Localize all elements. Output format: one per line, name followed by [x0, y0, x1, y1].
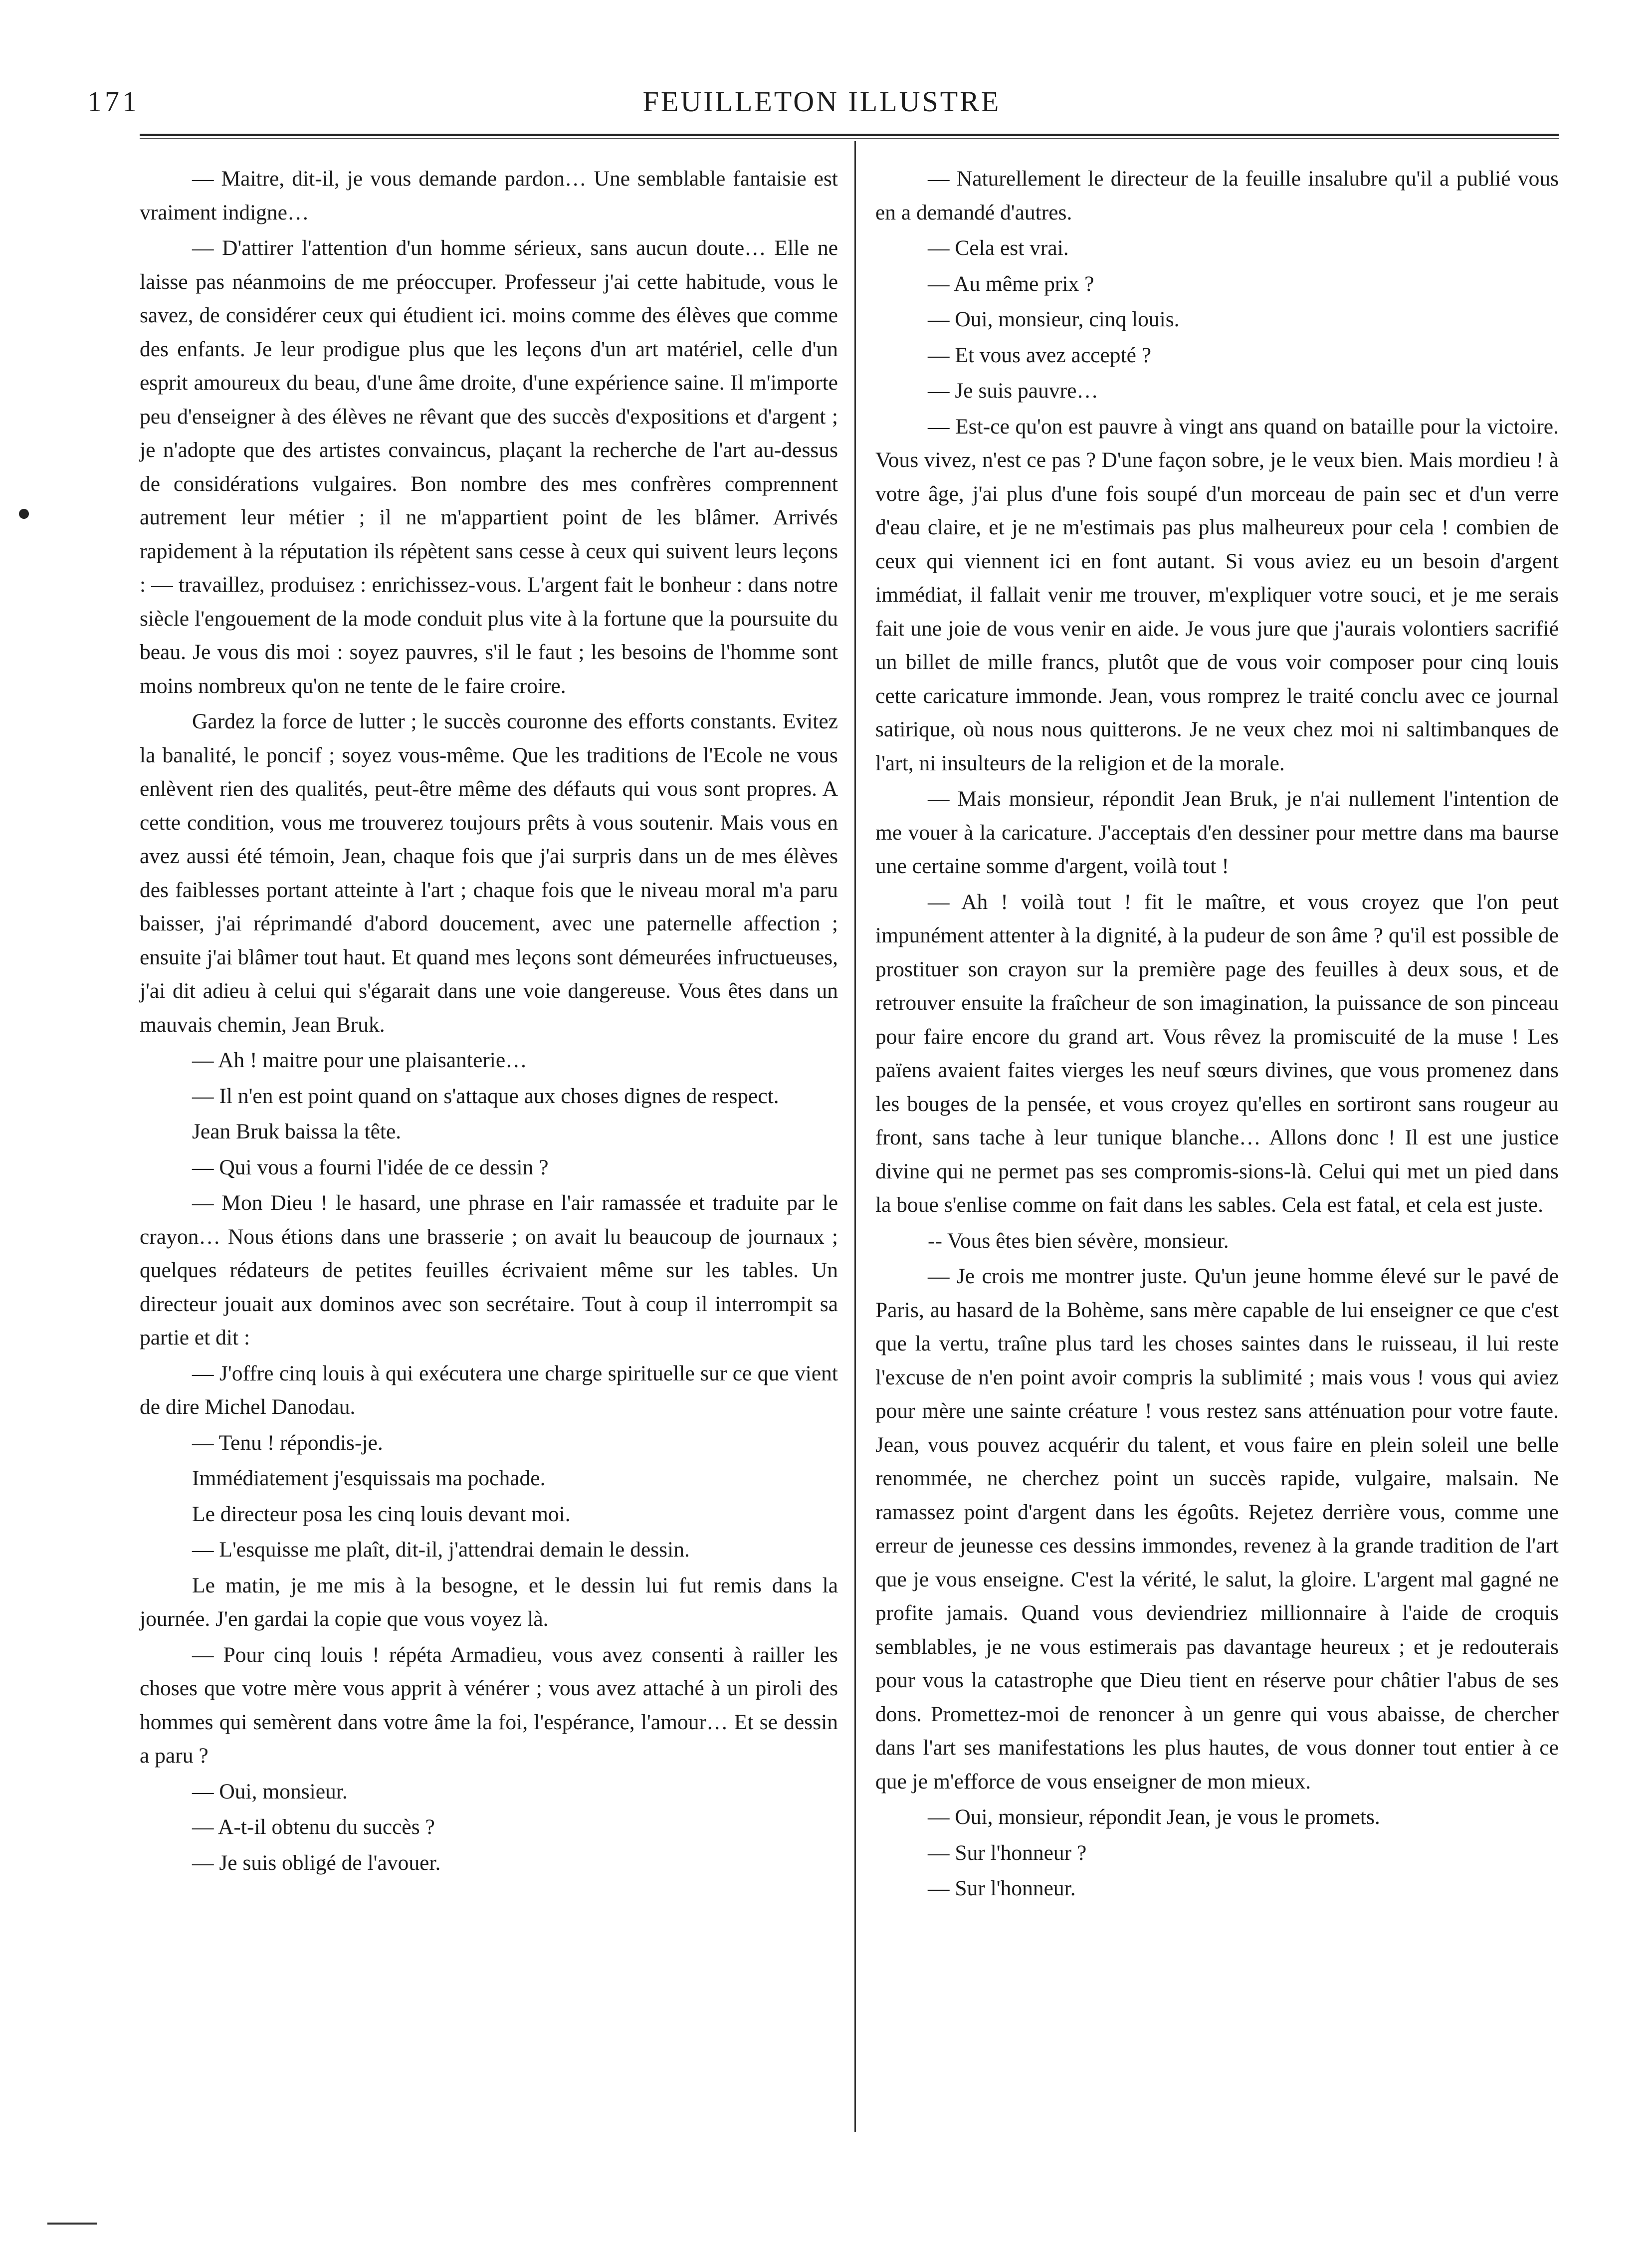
paragraph: — Maitre, dit-il, je vous demande pardon… Une semblable fantaisie est vraiment indigne… — [140, 167, 838, 224]
paragraph: — L'esquisse me plaît, dit-il, j'attendrai demain le dessin. — [192, 1538, 690, 1562]
paragraph: — Qui vous a fourni l'idée de ce dessin ? — [192, 1155, 549, 1179]
paragraph: — Est-ce qu'on est pauvre à vingt ans quand on bataille pour la victoire. Vous vivez, n'est ce pas ? D'une façon sobre, je le veux bien. Mais mordieu ! à votre âge, j'ai plus d'une fois soupé d'un morceau de pain sec et d'un verre d'eau claire, et je ne m'estimais pas plus malheureux pour cela ! combien de ceux qui viennent ici en font autant. Si vous aviez eu un besoin d'argent immédiat, il fallait venir me trouver, m'expliquer votre souci, et je me serais fait une joie de vous venir en aide. Je vous jure que j'aurais volontiers sacrifié un billet de mille francs, plutôt que de vous voir composer pour cinq louis cette caricature immonde. Jean, vous romprez le traité conclu avec ce journal satirique, où nous nous quitterons. Je ne veux chez moi ni saltimbanques de l'art, ni insulteurs de la religion et de la morale. — [875, 414, 1559, 775]
footer-mark — [47, 2223, 97, 2225]
paragraph: Le directeur posa les cinq louis devant moi. — [192, 1502, 571, 1526]
paragraph: Le matin, je me mis à la besogne, et le dessin lui fut remis dans la journée. J'en gardai la copie que vous voyez là. — [140, 1573, 838, 1631]
header-rule — [140, 134, 1559, 139]
paragraph: — Mon Dieu ! le hasard, une phrase en l'air ramassée et traduite par le crayon… Nous étions dans une brasserie ; on avait lu beaucoup de journaux ; quelques rédateurs de petites feuilles écrivaient même sur les tables. Un directeur jouait aux dominos avec son secrétaire. Tout à coup il interrompit sa partie et dit : — [140, 1191, 838, 1349]
paragraph: — Sur l'honneur ? — [928, 1840, 1087, 1865]
paragraph: — Oui, monsieur, répondit Jean, je vous le promets. — [928, 1805, 1380, 1829]
paragraph: — Ah ! maitre pour une plaisanterie… — [192, 1048, 527, 1072]
paragraph: Immédiatement j'esquissais ma pochade. — [192, 1466, 546, 1490]
paragraph: — Oui, monsieur, cinq louis. — [928, 307, 1180, 331]
paragraph: — Je suis pauvre… — [928, 379, 1098, 403]
left-column — [140, 162, 838, 1882]
page-header — [87, 85, 1556, 125]
page-title: FEUILLETON ILLUSTRE — [642, 85, 1001, 118]
paragraph: -- Vous êtes bien sévère, monsieur. — [928, 1228, 1229, 1253]
paragraph: — Tenu ! répondis-je. — [192, 1430, 383, 1455]
paragraph: — Oui, monsieur. — [192, 1779, 348, 1803]
paragraph: — Il n'en est point quand on s'attaque aux choses dignes de respect. — [192, 1084, 779, 1108]
paragraph: — D'attirer l'attention d'un homme sérieux, sans aucun doute… Elle ne laisse pas néanmoins de me préoccuper. Professeur j'ai cette habitude, vous le savez, de considérer ceux qui étudient ici. moins comme des élèves que comme des enfants. Je leur prodigue plus que les leçons d'un art matériel, celle d'un esprit amoureux du beau, d'une âme droite, d'une expérience saine. Il m'importe peu d'enseigner à des élèves ne rêvant que des succès d'expositions et d'argent ; je n'adopte que des artistes convaincus, plaçant la recherche de l'art au-dessus de considérations vulgaires. Bon nombre des mes confrères comprennent autrement leur métier ; il ne m'appartient point de les blâmer. Arrivés rapidement à la réputation ils répètent sans cesse à ceux qui suivent leurs leçons : — travaillez, produisez : enrichissez-vous. L'argent fait le bonheur : dans notre siècle l'engouement de la mode conduit plus vite à la fortune que la poursuite du beau. Je vous dis moi : soyez pauvres, s'il le faut ; les besoins de l'homme sont moins nombreux qu'on ne tente de le faire croire. — [140, 236, 838, 698]
margin-dot — [19, 509, 29, 519]
page-number: 171 — [87, 85, 140, 118]
paragraph: — Mais monsieur, répondit Jean Bruk, je n'ai nullement l'intention de me vouer à la caricature. J'acceptais d'en dessiner pour mettre dans ma baurse une certaine somme d'argent, voilà tout ! — [875, 787, 1559, 878]
paragraph: Gardez la force de lutter ; le succès couronne des efforts constants. Evitez la banalité, le poncif ; soyez vous-même. Que les traditions de l'Ecole ne vous enlèvent rien des qualités, peut-être même des défauts qui vous sont propres. A cette condition, vous me trouverez toujours prêts à vous soutenir. Mais vous en avez aussi été témoin, Jean, chaque fois que j'ai surpris dans un de mes élèves des faiblesses portant atteinte à l'art ; chaque fois que le niveau moral m'a paru baisser, j'ai réprimandé d'abord doucement, avec une paternelle affection ; ensuite j'ai blâmer tout haut. Et quand mes leçons sont démeurées infructueuses, j'ai dit adieu à celui qui s'égarait dans une voie dangereuse. Vous êtes dans un mauvais chemin, Jean Bruk. — [140, 709, 838, 1037]
paragraph: — A-t-il obtenu du succès ? — [192, 1815, 435, 1839]
paragraph: — Cela est vrai. — [928, 236, 1069, 260]
column-divider — [854, 141, 856, 2132]
paragraph: — J'offre cinq louis à qui exécutera une charge spirituelle sur ce que vient de dire Michel Danodau. — [140, 1361, 838, 1419]
paragraph: — Naturellement le directeur de la feuille insalubre qu'il a publié vous en a demandé d'autres. — [875, 167, 1559, 224]
right-column — [875, 162, 1559, 1908]
paragraph: Jean Bruk baissa la tête. — [192, 1120, 402, 1143]
paragraph: — Je suis obligé de l'avouer. — [192, 1850, 441, 1875]
paragraph: — Au même prix ? — [928, 271, 1094, 296]
paragraph: — Et vous avez accepté ? — [928, 343, 1152, 367]
paragraph: — Sur l'honneur. — [928, 1876, 1076, 1900]
paragraph: — Je crois me montrer juste. Qu'un jeune homme élevé sur le pavé de Paris, au hasard de la Bohème, sans mère capable de lui enseigner ce que c'est que la vertu, traîne plus tard les choses saintes dans le ruisseau, il lui reste l'excuse de n'en point avoir compris la sublimité ; mais vous ! vous qui aviez pour mère une sainte créature ! vous restez sans atténuation pour votre faute. Jean, vous pouvez acquérir du talent, et vous faire en plein soleil une belle renommée, ne cherchez point un succès rapide, vulgaire, malsain. Ne ramassez point d'argent dans les égoûts. Rejetez derrière vous, comme une erreur de jeunesse ces dessins immondes, revenez à la grande tradition de l'art que je vous enseigne. C'est la vérité, le salut, la gloire. L'argent mal gagné ne profite jamais. Quand vous deviendriez millionnaire à l'aide de croquis semblables, je ne vous estimerais pas davantage heureux ; et je redouterais pour vous la catastrophe que Dieu tient en réserve pour châtier l'abus de ses dons. Promettez-moi de renoncer à un genre qui vous abaisse, de chercher dans l'art ses manifestations les plus hautes, de vous donner tout entier à ce que je m'efforce de vous enseigner de mon mieux. — [875, 1264, 1559, 1794]
paragraph: — Pour cinq louis ! répéta Armadieu, vous avez consenti à railler les choses que votre mère vous apprit à vénérer ; vous avez attaché à un piroli des hommes qui semèrent dans votre âme la foi, l'espérance, l'amour… Et se dessin a paru ? — [140, 1642, 838, 1768]
paragraph: — Ah ! voilà tout ! fit le maître, et vous croyez que l'on peut impunément attenter à la dignité, à la pudeur de son âme ? qu'il est possible de prostituer son crayon sur la première page des feuilles à deux sous, et de retrouver ensuite la fraîcheur de son imagination, la puissance de son pinceau pour faire encore du grand art. Vous rêvez la promiscuité de la muse ! Les païens avaient faites vierges les neuf sœurs divines, que vous promenez dans les bouges de la pensée, et vous croyez qu'elles en sortiront sans rougeur au front, sans tache à leur tunique blanche… Allons donc ! Il est une justice divine qui ne permet pas ses compromis-sions-là. Celui qui met un pied dans la boue s'enlise comme on fait dans les sables. Cela est fatal, et cela est juste. — [875, 890, 1559, 1217]
